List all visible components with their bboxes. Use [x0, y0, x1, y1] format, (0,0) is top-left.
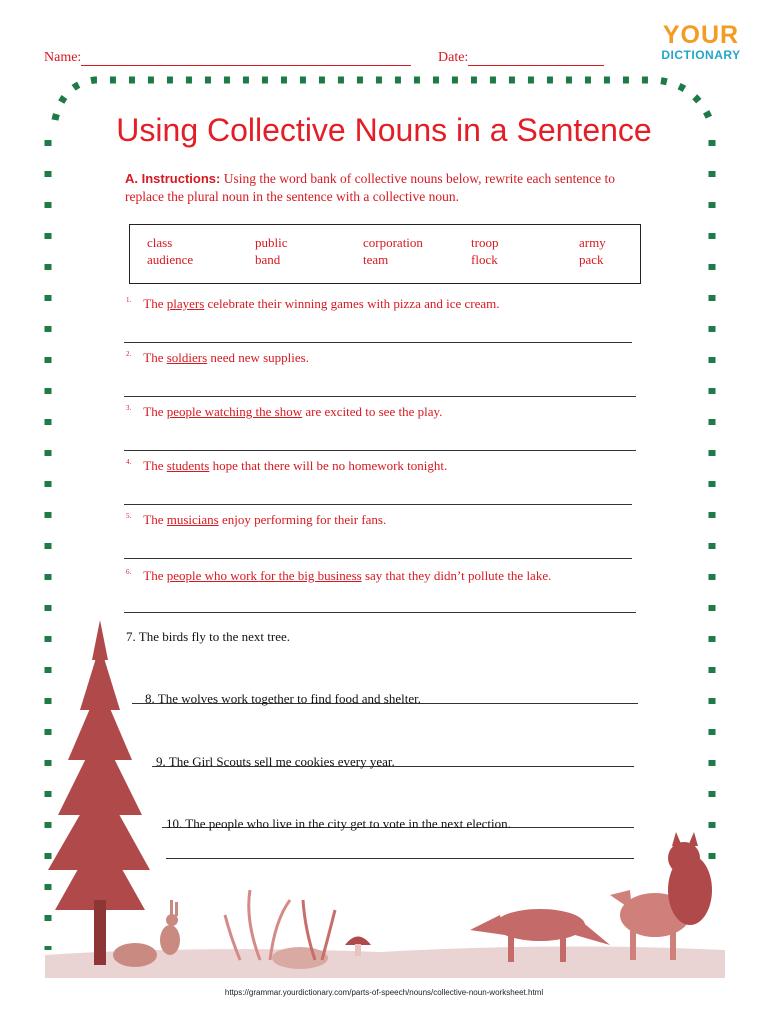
- word-bank-word: flock: [471, 252, 498, 267]
- answer-line-3[interactable]: [124, 450, 636, 451]
- plural-noun: people who work for the big business: [166, 568, 362, 583]
- plural-noun: students: [166, 458, 210, 473]
- instructions: [125, 170, 645, 206]
- question-text: The: [143, 458, 167, 473]
- question-text: need new supplies.: [207, 350, 309, 365]
- answer-line-2[interactable]: [124, 396, 636, 397]
- word-bank-col-1: [147, 234, 193, 268]
- name-label: Name:: [44, 50, 82, 65]
- word-bank-col-2: [255, 234, 288, 268]
- word-bank-word: troop: [471, 235, 499, 250]
- plural-noun: soldiers: [166, 350, 208, 365]
- word-bank-word: audience: [147, 252, 194, 267]
- question-9: 9. The Girl Scouts sell me cookies every year.: [156, 754, 395, 769]
- question-text: hope that there will be no homework tonight.: [209, 458, 448, 473]
- instructions-text: Using the word bank of collective nouns below, rewrite each sentence to replace the plural noun in the sentence with a collective noun.: [125, 171, 615, 204]
- question-10: 10. The people who live in the city get to vote in the next election.: [166, 816, 511, 831]
- question-text: The: [143, 568, 167, 583]
- word-bank-word: pack: [579, 252, 604, 267]
- forest-illustration: [0, 600, 768, 990]
- word-bank-word: public: [255, 235, 288, 250]
- answer-line-4[interactable]: [124, 504, 632, 505]
- logo-your: YOUR: [662, 21, 740, 49]
- question-text: say that they didn’t pollute the lake.: [361, 568, 552, 583]
- question-2: [126, 350, 309, 366]
- question-5: [126, 512, 386, 528]
- word-bank-word: corporation: [363, 235, 423, 250]
- date-label: Date:: [438, 50, 469, 65]
- word-bank-word: class: [147, 235, 173, 250]
- question-number: 1.: [126, 296, 132, 304]
- logo-dictionary: DICTIONARY: [661, 48, 741, 62]
- question-text: enjoy performing for their fans.: [218, 512, 387, 527]
- question-3: [126, 404, 442, 420]
- question-number: 2.: [126, 350, 132, 358]
- instructions-label: A. Instructions:: [125, 171, 221, 186]
- wolf-icon: [668, 832, 712, 925]
- question-1: [126, 296, 500, 312]
- word-bank-col-5: [579, 234, 606, 268]
- answer-line-1[interactable]: [124, 342, 632, 343]
- pine-tree-icon: [48, 620, 150, 965]
- word-bank-col-4: [471, 234, 498, 268]
- question-text: celebrate their winning games with pizza and ice cream.: [204, 296, 500, 311]
- answer-line-5[interactable]: [124, 558, 632, 559]
- question-8: 8. The wolves work together to find food and shelter.: [145, 691, 421, 706]
- plural-noun: players: [166, 296, 205, 311]
- question-number: 4.: [126, 458, 132, 466]
- question-4: [126, 458, 447, 474]
- word-bank: [129, 224, 641, 284]
- word-bank-word: team: [363, 252, 389, 267]
- question-number: 3.: [126, 404, 132, 412]
- question-number: 6.: [126, 568, 132, 576]
- plural-noun: people watching the show: [166, 404, 303, 419]
- question-text: The: [143, 404, 167, 419]
- word-bank-word: army: [579, 235, 606, 250]
- question-7: 7. The birds fly to the next tree.: [126, 629, 291, 644]
- question-text: are excited to see the play.: [302, 404, 443, 419]
- question-text: The: [143, 512, 167, 527]
- rock-icon: [272, 947, 328, 969]
- worksheet-title: Using Collective Nouns in a Sentence: [116, 112, 652, 148]
- word-bank-col-3: [363, 234, 423, 268]
- question-text: The: [143, 296, 167, 311]
- rock-icon: [113, 943, 157, 967]
- plural-noun: musicians: [166, 512, 219, 527]
- word-bank-word: band: [255, 252, 281, 267]
- rabbit-icon: [160, 900, 180, 955]
- question-number: 5.: [126, 512, 132, 520]
- footer-url[interactable]: https://grammar.yourdictionary.com/parts-of-speech/nouns/collective-noun-worksheet.html: [224, 988, 544, 997]
- question-6: [126, 568, 551, 584]
- question-text: The: [143, 350, 167, 365]
